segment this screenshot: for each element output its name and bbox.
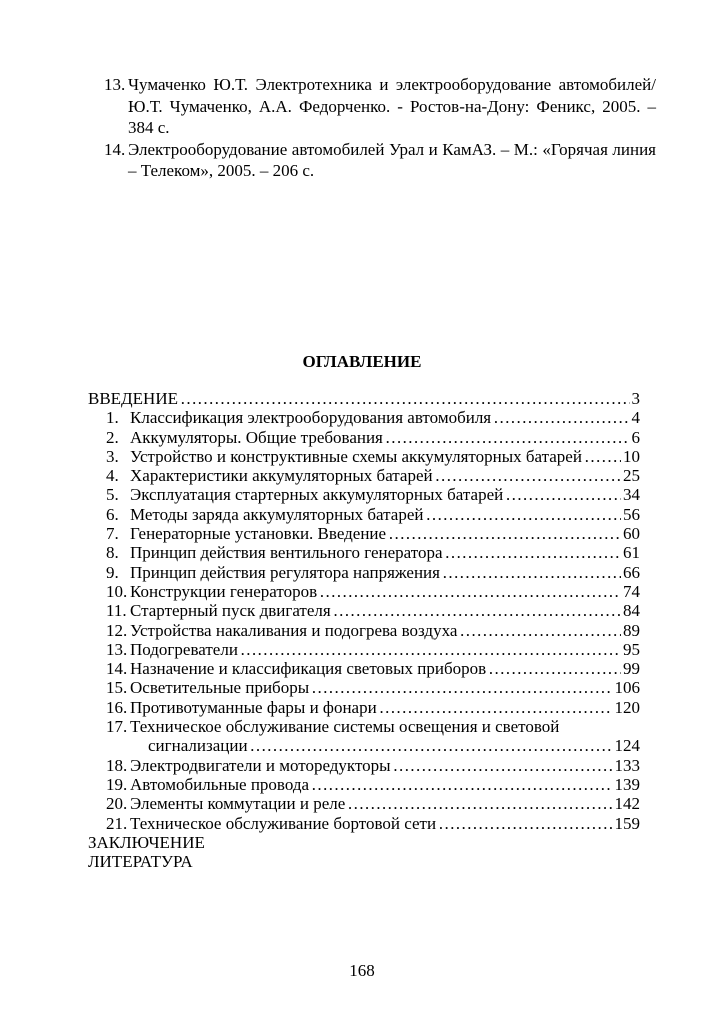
toc-entry-title: Аккумуляторы. Общие требования: [130, 427, 383, 447]
toc-entry-title: Принцип действия регулятора напряжения: [130, 562, 440, 582]
toc-entry-number: 14.: [106, 659, 128, 679]
toc-entry-title: Техническое обслуживание системы освещения и световой: [130, 717, 560, 737]
toc-entry[interactable]: [88, 640, 640, 659]
toc-entry-title: Эксплуатация стартерных аккумуляторных батарей: [130, 485, 504, 505]
toc-entry-number: 17.: [106, 717, 128, 737]
reference-number: 14.: [104, 139, 126, 159]
toc-entry[interactable]: [88, 794, 640, 813]
toc-entry-number: 2.: [106, 427, 119, 447]
toc-entry-number: 6.: [106, 504, 119, 524]
toc-entry[interactable]: [88, 524, 640, 543]
toc-entry[interactable]: [88, 466, 640, 485]
toc-entry[interactable]: [88, 601, 640, 620]
toc-entry-title: Принцип действия вентильного генератора: [130, 543, 443, 563]
reference-text: Чумаченко Ю.Т. Электротехника и электрооборудование автомобилей/ Ю.Т. Чумаченко, А.А. Федорченко. - Ростов-на-Дону: Феникс, 2005. – 384 с.: [128, 75, 656, 137]
toc-leader-dots: [388, 524, 621, 543]
toc-entry-page: 25: [623, 466, 640, 486]
toc-entry-title: Устройство и конструктивные схемы аккумуляторных батарей: [130, 446, 582, 466]
toc-entry[interactable]: [88, 582, 640, 601]
toc-entry-page: 3: [631, 389, 640, 408]
toc-entry-page: 124: [614, 736, 640, 756]
toc-entry-title: Осветительные приборы: [130, 678, 310, 698]
toc-entry-number: 19.: [106, 774, 128, 794]
toc-entry-title: Устройства накаливания и подогрева воздуха: [130, 620, 458, 640]
toc-entry-title: ЗАКЛЮЧЕНИЕ: [88, 832, 205, 852]
toc-entry-title: Элементы коммутации и реле: [130, 794, 346, 814]
toc-entry[interactable]: [88, 717, 640, 736]
toc-entry-page: 4: [631, 408, 640, 428]
toc-leader-dots: [442, 563, 621, 582]
toc-entry-literature[interactable]: [88, 852, 640, 871]
reference-item: [104, 74, 656, 139]
toc-entry-title: Генераторные установки. Введение: [130, 524, 387, 544]
toc-leader-dots: [445, 543, 622, 562]
reference-item: [104, 139, 656, 182]
toc-entry-title: Классификация электрооборудования автомобиля: [130, 408, 492, 428]
toc-entry[interactable]: [88, 543, 640, 562]
toc-entry-number: 16.: [106, 697, 128, 717]
toc-entry-page: 120: [614, 697, 640, 717]
toc-entry-page: 84: [623, 601, 640, 621]
toc-entry-title: Противотуманные фары и фонари: [130, 697, 377, 717]
toc-entry-page: 10: [623, 446, 640, 466]
toc-leader-dots: [311, 678, 612, 697]
toc-entry[interactable]: [88, 659, 640, 678]
toc-entry[interactable]: [88, 775, 640, 794]
toc-leader-dots: [435, 466, 621, 485]
toc-entry-title: Методы заряда аккумуляторных батарей: [130, 504, 424, 524]
toc-entry-title: Назначение и классификация световых приборов: [130, 659, 487, 679]
toc-entry-number: 11.: [106, 601, 127, 621]
toc-entry[interactable]: [88, 814, 640, 833]
toc-entry-intro[interactable]: [88, 389, 640, 408]
toc-entry-number: 10.: [106, 581, 128, 601]
toc-entry-page: 95: [623, 639, 640, 659]
toc-leader-dots: [379, 698, 613, 717]
toc-entry-title: ЛИТЕРАТУРА: [88, 852, 193, 872]
toc-entry-number: 20.: [106, 794, 128, 814]
toc-entry-page: 106: [614, 678, 640, 698]
toc-entry[interactable]: [88, 621, 640, 640]
toc-entry[interactable]: [88, 756, 640, 775]
toc-entry-page: 89: [623, 620, 640, 640]
toc-leader-dots: [393, 756, 613, 775]
toc-entry-title: Автомобильные провода: [130, 774, 310, 794]
toc-entry-page: 34: [623, 485, 640, 505]
toc-entry-page: 60: [623, 524, 640, 544]
toc-leader-dots: [438, 814, 612, 833]
toc-entry-number: 13.: [106, 639, 128, 659]
toc-entry-title: Подогреватели: [130, 639, 238, 659]
toc-entry-number: 4.: [106, 466, 119, 486]
toc-title: ОГЛАВЛЕНИЕ: [302, 352, 422, 371]
toc-leader-dots: [488, 659, 621, 678]
toc-entry-title: Характеристики аккумуляторных батарей: [130, 466, 433, 486]
toc-entry-page: 99: [623, 659, 640, 679]
toc-entry-page: 66: [623, 562, 640, 582]
toc-entry-page: 56: [623, 504, 640, 524]
toc-leader-dots: [385, 428, 630, 447]
toc-entry-page: 142: [614, 794, 640, 814]
toc-entry-title: Техническое обслуживание бортовой сети: [130, 813, 437, 833]
toc-entry-conclusion[interactable]: [88, 833, 640, 852]
toc-entry-title: ВВЕДЕНИЕ: [88, 389, 178, 408]
table-of-contents: [88, 389, 640, 871]
toc-leader-dots: [333, 601, 621, 620]
reference-text: Электрооборудование автомобилей Урал и КамАЗ. – М.: «Горячая линия – Телеком», 2005. – 206 с.: [128, 139, 656, 180]
toc-leader-dots: [505, 485, 621, 504]
toc-leader-dots: [493, 408, 629, 427]
toc-leader-dots: [250, 736, 613, 755]
toc-leader-dots: [319, 582, 621, 601]
toc-leader-dots: [240, 640, 621, 659]
toc-entry-number: 12.: [106, 620, 128, 640]
toc-entry-number: 21.: [106, 813, 128, 833]
toc-entry-page: 74: [623, 581, 640, 601]
toc-entry-number: 5.: [106, 485, 119, 505]
toc-entry-page: 6: [631, 427, 640, 447]
toc-leader-dots: [311, 775, 612, 794]
toc-entry-page: 61: [623, 543, 640, 563]
toc-entry-number: 18.: [106, 755, 128, 775]
toc-entry-number: 15.: [106, 678, 128, 698]
toc-entry-continuation[interactable]: [88, 736, 640, 755]
toc-entry[interactable]: [88, 408, 640, 427]
toc-leader-dots: [584, 447, 621, 466]
toc-leader-dots: [180, 389, 630, 408]
toc-entry[interactable]: [88, 698, 640, 717]
reference-list: [104, 74, 656, 182]
toc-entry-number: 3.: [106, 446, 119, 466]
toc-entry[interactable]: [88, 428, 640, 447]
toc-entry-number: 9.: [106, 562, 119, 582]
toc-entry-number: 1.: [106, 408, 119, 428]
toc-entry[interactable]: [88, 505, 640, 524]
toc-entry[interactable]: [88, 678, 640, 697]
page-number: 168: [349, 961, 375, 980]
toc-entry-page: 139: [614, 774, 640, 794]
toc-entry-title-continued: сигнализации: [148, 736, 248, 756]
toc-leader-dots: [425, 505, 621, 524]
toc-entry[interactable]: [88, 447, 640, 466]
toc-leader-dots: [459, 621, 621, 640]
toc-entry-number: 8.: [106, 543, 119, 563]
toc-entry-title: Конструкции генераторов: [130, 581, 318, 601]
toc-entry-page: 159: [614, 813, 640, 833]
toc-entry-title: Электродвигатели и моторедукторы: [130, 755, 391, 775]
toc-entry[interactable]: [88, 563, 640, 582]
toc-leader-dots: [347, 794, 612, 813]
toc-entry-number: 7.: [106, 524, 119, 544]
reference-number: 13.: [104, 75, 126, 94]
toc-entry[interactable]: [88, 485, 640, 504]
toc-entry-page: 133: [614, 755, 640, 775]
toc-entry-title: Стартерный пуск двигателя: [130, 601, 331, 621]
